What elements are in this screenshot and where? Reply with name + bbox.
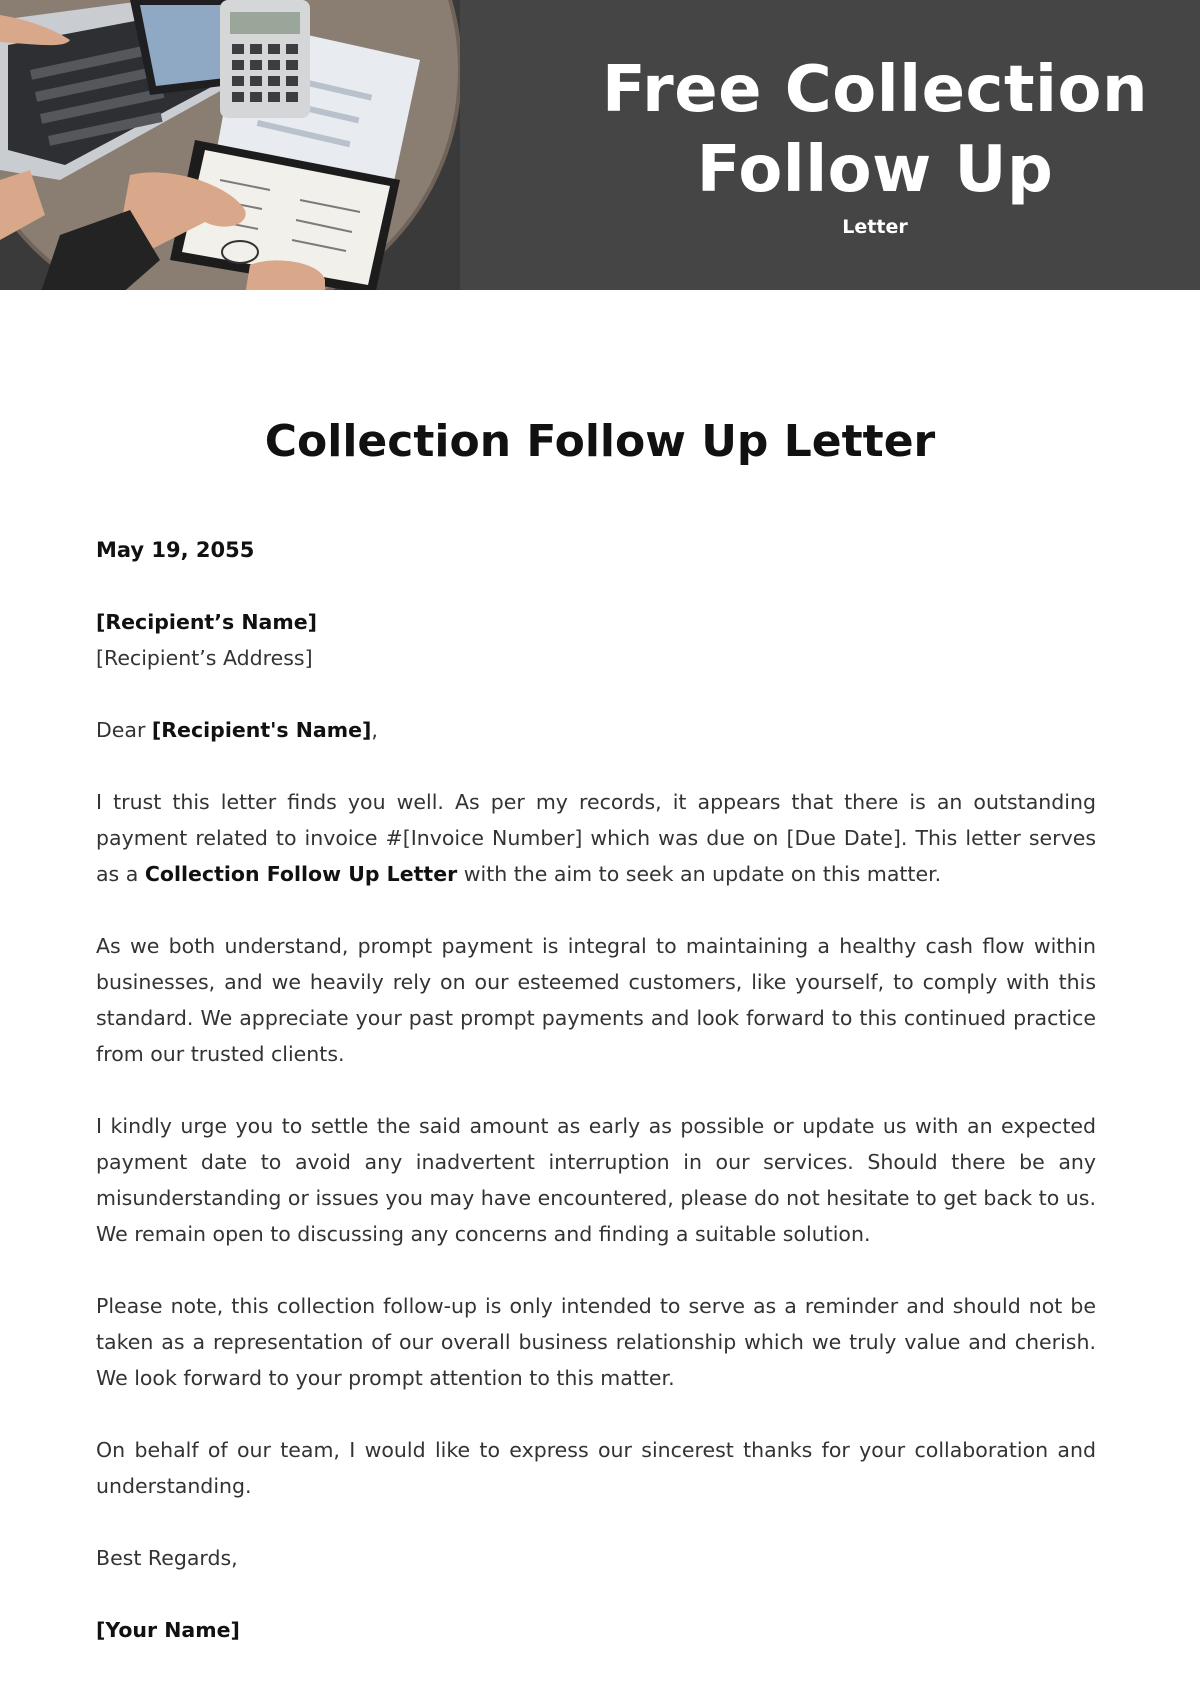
letter-date: May 19, 2055 xyxy=(96,538,255,562)
letter-body xyxy=(96,532,1096,1648)
salutation-prefix: Dear xyxy=(96,718,152,742)
recipient-name: [Recipient’s Name] xyxy=(96,610,317,634)
banner-title-line-1: Free Collection xyxy=(602,53,1148,127)
paragraph-5: On behalf of our team, I would like to express our sincerest thanks for your collaboration and understanding. xyxy=(96,1438,1096,1498)
signature-name: [Your Name] xyxy=(96,1618,240,1642)
document-title: Collection Follow Up Letter xyxy=(264,416,936,467)
banner-title-line-2: Follow Up xyxy=(696,133,1054,207)
paragraph-1 xyxy=(96,784,1096,892)
paragraph-1-text-a: I trust this letter finds you well. As per my records, it appears that there is an outstanding payment related to invoice #[Invoice Number] which was due on [Due Date]. This letter serves as a xyxy=(96,790,1096,886)
salutation-suffix: , xyxy=(371,718,378,742)
salutation xyxy=(96,712,1096,748)
recipient-address: [Recipient’s Address] xyxy=(96,646,313,670)
salutation-name: [Recipient's Name] xyxy=(151,718,372,742)
paragraph-1-text-b: with the aim to seek an update on this matter. xyxy=(457,862,942,886)
paragraph-4: Please note, this collection follow-up is only intended to serve as a reminder and should not be taken as a representation of our overall business relationship which we truly value and cherish. We look forward to your prompt attention to this matter. xyxy=(96,1294,1096,1390)
header-banner xyxy=(0,0,1200,290)
closing: Best Regards, xyxy=(96,1546,238,1570)
banner-title xyxy=(560,50,1190,240)
banner-subtitle: Letter xyxy=(842,216,908,238)
paragraph-2: As we both understand, prompt payment is integral to maintaining a healthy cash flow within businesses, and we heavily rely on our esteemed customers, like yourself, to comply with this standard. We appreciate your past prompt payments and look forward to this continued practice from our trusted clients. xyxy=(96,934,1096,1066)
paragraph-3: I kindly urge you to settle the said amount as early as possible or update us with an expected payment date to avoid any inadvertent interruption in our services. Should there be any misunderstanding or issues you may have encountered, please do not hesitate to get back to us. We remain open to discussing any concerns and finding a suitable solution. xyxy=(96,1114,1096,1246)
paragraph-1-bold: Collection Follow Up Letter xyxy=(144,862,458,886)
office-desk-photo xyxy=(0,0,460,290)
